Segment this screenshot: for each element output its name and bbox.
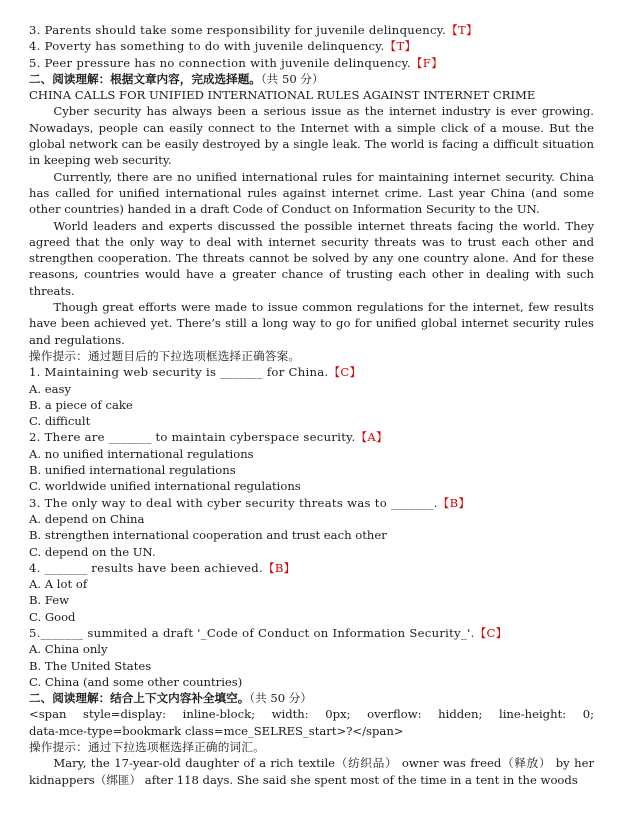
answer-dropdown[interactable]: 【C】 [328, 365, 362, 380]
cloze-paragraph: Mary, the 17-year-old daughter of a rich textile（纺织品） owner was freed（释放） by her kidnappers（绑匪） after 118 days. She said she spent most of the time in a tent in the woods [29, 756, 594, 787]
answer-dropdown[interactable]: 【C】 [474, 625, 508, 640]
question-block-1 [29, 364, 594, 429]
option-c: C. Good [29, 609, 76, 624]
option-b: B. a piece of cake [29, 397, 133, 412]
operation-hint-cloze: 操作提示：通过下拉选项框选择正确的词汇。 [29, 740, 265, 755]
question-text: 4. _______ results have been achieved. [29, 560, 263, 575]
option-a: A. A lot of [29, 577, 88, 592]
question-text: 3. The only way to deal with cyber security threats was to _______. [29, 495, 438, 510]
question-block-3 [29, 495, 594, 560]
section-heading-main: 二、阅读理解：结合上下文内容补全填空。 [29, 691, 250, 706]
question-stem [29, 429, 594, 445]
answer-dropdown[interactable]: 【B】 [262, 560, 296, 575]
option-a: A. easy [29, 381, 72, 396]
article-title: CHINA CALLS FOR UNIFIED INTERNATIONAL RULES AGAINST INTERNET CRIME [29, 88, 536, 103]
section-heading [29, 71, 594, 87]
question-stem [29, 625, 594, 641]
tf-item-text: 3. Parents should take some responsibility for juvenile delinquency. [29, 23, 447, 37]
raw-code-line-2: data-mce-type=bookmark class=mce_SELRES_start>?</span> [29, 723, 404, 738]
option-a: A. China only [29, 642, 108, 657]
tf-item-text: 5. Peer pressure has no connection with juvenile delinquency. [29, 55, 411, 70]
question-stem [29, 364, 594, 380]
question-text: 1. Maintaining web security is _______ for China. [29, 365, 329, 380]
tf-item-5 [29, 55, 594, 71]
tf-item-4 [29, 38, 594, 54]
question-block-5 [29, 625, 594, 690]
article-paragraph-2: Currently, there are no unified international rules for maintaining internet security. China has called for unified international rules against internet crime. Last year China (and some other countries) handed in a draft Code of Conduct on Information Security to the UN. [29, 169, 594, 217]
option-c: C. difficult [29, 414, 91, 429]
question-block-2 [29, 429, 594, 494]
tf-item-text: 4. Poverty has something to do with juvenile delinquency. [29, 39, 385, 54]
article-paragraph-1: Cyber security has always been a serious issue as the internet industry is ever growing. Nowadays, people can easily connect to the Internet with a simple click of a mouse. But the global network can be easily destroyed by a single leak. The world is facing a difficult situation in keeping web security. [29, 104, 594, 168]
option-b: B. unified international regulations [29, 463, 236, 478]
tf-answer[interactable]: 【T】 [446, 23, 478, 37]
section-heading-score: （共 50 分） [260, 71, 324, 86]
option-c: C. depend on the UN. [29, 544, 156, 559]
option-a: A. depend on China [29, 511, 145, 526]
option-b: B. Few [29, 593, 70, 608]
tf-answer[interactable]: 【T】 [384, 39, 417, 54]
question-stem [29, 560, 594, 576]
raw-code-line-1: <span style=display: inline-block; width: 0px; overflow: hidden; line-height: 0; [29, 707, 594, 722]
question-stem [29, 495, 594, 511]
question-text: 2. There are _______ to maintain cyberspace security. [29, 430, 356, 445]
section-heading-score: （共 50 分） [249, 691, 312, 706]
question-text: 5._______ summited a draft '_Code of Conduct on Information Security_'. [29, 625, 475, 640]
answer-dropdown[interactable]: 【B】 [437, 495, 471, 510]
section-heading-cloze [29, 690, 594, 706]
option-c: C. China (and some other countries) [29, 674, 243, 689]
option-b: B. strengthen international cooperation and trust each other [29, 528, 387, 543]
tf-answer[interactable]: 【F】 [410, 55, 444, 70]
option-c: C. worldwide unified international regulations [29, 479, 301, 494]
answer-dropdown[interactable]: 【A】 [355, 430, 388, 445]
tf-item-3 [29, 22, 594, 38]
operation-hint: 操作提示：通过题目后的下拉选项框选择正确答案。 [29, 348, 301, 363]
question-block-4 [29, 560, 594, 625]
option-b: B. The United States [29, 658, 152, 673]
section-heading-main: 二、阅读理解：根据文章内容，完成选择题。 [29, 71, 261, 86]
article-paragraph-4: Though great efforts were made to issue common regulations for the internet, few results have been achieved yet. There’s still a long way to go for unified global internet security rules and regulations. [29, 300, 594, 347]
article-paragraph-3: World leaders and experts discussed the possible internet threats facing the world. They agreed that the only way to deal with internet security threats was to trust each other and strengthen cooperation. The threats cannot be solved by any one country alone. And for these reasons, countries would have a greater chance of trusting each other in dealing with such threats. [29, 218, 594, 298]
option-a: A. no unified international regulations [29, 446, 254, 461]
